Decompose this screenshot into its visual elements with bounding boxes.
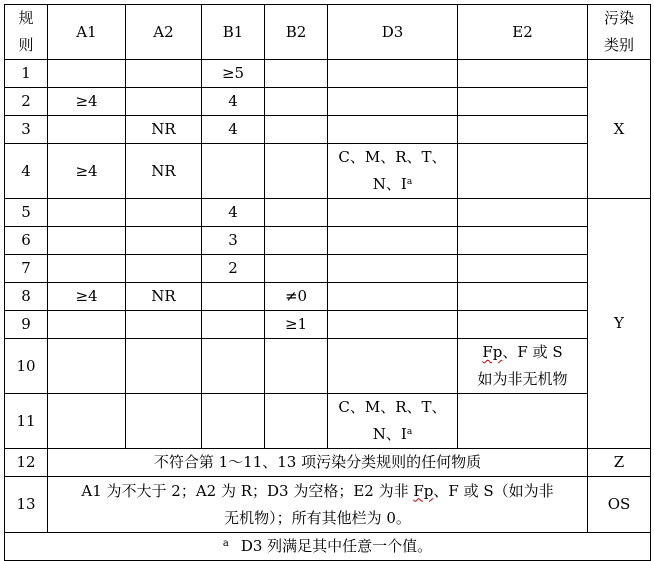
cell-b2: [265, 227, 328, 255]
rule-number: 4: [5, 144, 48, 199]
cell-d3: [328, 394, 458, 449]
rule-description: [48, 477, 588, 533]
cell-b1: [202, 394, 265, 449]
e2-values-line2: 如为非无机物: [477, 370, 568, 388]
footnote-marker: a: [222, 538, 229, 549]
cell-e2: [458, 116, 588, 144]
footnote-row: [5, 533, 651, 561]
table-row: [5, 449, 651, 477]
footnote-ref: a: [406, 177, 413, 187]
table-row: [5, 144, 651, 199]
cell-b1: 4: [202, 199, 265, 227]
cell-d3: [328, 116, 458, 144]
header-d3: D3: [328, 5, 458, 60]
cell-a2: [126, 339, 202, 394]
cell-b2: [265, 60, 328, 88]
cell-b2: ≥1: [265, 311, 328, 339]
d3-values-line2: N、I: [372, 175, 407, 193]
table-row: [5, 60, 651, 88]
cell-a2: [126, 227, 202, 255]
cell-e2: [458, 339, 588, 394]
table-row: [5, 394, 651, 449]
cell-e2: [458, 60, 588, 88]
cell-d3: [328, 283, 458, 311]
cell-b1: 4: [202, 116, 265, 144]
cell-a1: [48, 60, 126, 88]
cell-e2: [458, 283, 588, 311]
rule-number: 10: [5, 339, 48, 394]
e2-values-line1: 、F 或 S: [502, 343, 563, 361]
cell-e2: [458, 144, 588, 199]
cell-b2: [265, 199, 328, 227]
cell-a1: [48, 199, 126, 227]
d3-values-line2: N、I: [372, 425, 407, 443]
rule-number: 13: [5, 477, 48, 533]
cell-a2: NR: [126, 283, 202, 311]
cell-a1: ≥4: [48, 144, 126, 199]
header-a1: A1: [48, 5, 126, 60]
e2-fp: Fp: [482, 343, 503, 361]
cell-d3: [328, 144, 458, 199]
header-row: [5, 5, 651, 60]
pollution-rules-table: [4, 4, 651, 561]
footnote: [5, 533, 651, 561]
cell-b2: [265, 255, 328, 283]
rule-number: 11: [5, 394, 48, 449]
header-b2: B2: [265, 5, 328, 60]
category-x: X: [588, 60, 651, 199]
d3-values-line1: C、M、R、T、: [338, 398, 447, 416]
cell-e2: [458, 311, 588, 339]
category-os: OS: [588, 477, 651, 533]
rule-number: 5: [5, 199, 48, 227]
table-row: [5, 255, 651, 283]
table-row: [5, 116, 651, 144]
cell-d3: [328, 199, 458, 227]
table-row: [5, 88, 651, 116]
cell-a1: ≥4: [48, 88, 126, 116]
table-row: [5, 477, 651, 533]
footnote-ref: a: [406, 427, 413, 437]
table-row: [5, 339, 651, 394]
cell-d3: [328, 255, 458, 283]
header-rule: 规 则: [5, 5, 48, 60]
rule-13-fp: Fp: [413, 481, 434, 500]
footnote-text: D3 列满足其中任意一个值。: [240, 537, 433, 555]
header-category: 污染 类别: [588, 5, 651, 60]
rule-13-text-a: A1 为不大于 2；A2 为 R；D3 为空格；E2 为非: [81, 481, 414, 500]
rule-number: 2: [5, 88, 48, 116]
cell-b2: [265, 144, 328, 199]
cell-a2: NR: [126, 116, 202, 144]
cell-b1: [202, 144, 265, 199]
cell-a2: [126, 88, 202, 116]
cell-b1: 2: [202, 255, 265, 283]
cell-b1: 4: [202, 88, 265, 116]
rule-number: 9: [5, 311, 48, 339]
cell-e2: [458, 255, 588, 283]
rule-number: 3: [5, 116, 48, 144]
rule-13-text-line2: 无机物）；所有其他栏为 0。: [224, 508, 411, 527]
cell-d3: [328, 311, 458, 339]
cell-e2: [458, 227, 588, 255]
rule-number: 8: [5, 283, 48, 311]
table-row: [5, 199, 651, 227]
rule-number: 7: [5, 255, 48, 283]
category-y: Y: [588, 199, 651, 449]
cell-a1: [48, 255, 126, 283]
cell-a2: [126, 60, 202, 88]
rule-13-text-b: 、F 或 S（如为非: [433, 481, 554, 500]
cell-a1: [48, 339, 126, 394]
cell-d3: [328, 60, 458, 88]
cell-d3: [328, 88, 458, 116]
cell-e2: [458, 199, 588, 227]
cell-d3: [328, 339, 458, 394]
cell-a2: [126, 311, 202, 339]
cell-b2: [265, 339, 328, 394]
table-row: [5, 283, 651, 311]
cell-b1: [202, 311, 265, 339]
cell-a2: [126, 255, 202, 283]
cell-a1: [48, 394, 126, 449]
d3-values-line1: C、M、R、T、: [338, 148, 447, 166]
cell-b2: [265, 116, 328, 144]
cell-b1: 3: [202, 227, 265, 255]
rule-number: 12: [5, 449, 48, 477]
cell-a2: NR: [126, 144, 202, 199]
cell-b2: ≠0: [265, 283, 328, 311]
cell-b1: [202, 339, 265, 394]
cell-e2: [458, 394, 588, 449]
header-a2: A2: [126, 5, 202, 60]
header-e2: E2: [458, 5, 588, 60]
cell-b2: [265, 88, 328, 116]
cell-a1: [48, 227, 126, 255]
cell-a1: [48, 116, 126, 144]
category-z: Z: [588, 449, 651, 477]
cell-a2: [126, 394, 202, 449]
cell-d3: [328, 227, 458, 255]
table-row: [5, 311, 651, 339]
rule-number: 1: [5, 60, 48, 88]
cell-a1: [48, 311, 126, 339]
rule-description: 不符合第 1～11、13 项污染分类规则的任何物质: [48, 449, 588, 477]
rule-number: 6: [5, 227, 48, 255]
cell-a1: ≥4: [48, 283, 126, 311]
cell-b2: [265, 394, 328, 449]
table-row: [5, 227, 651, 255]
cell-a2: [126, 199, 202, 227]
cell-b1: ≥5: [202, 60, 265, 88]
cell-e2: [458, 88, 588, 116]
cell-b1: [202, 283, 265, 311]
header-b1: B1: [202, 5, 265, 60]
